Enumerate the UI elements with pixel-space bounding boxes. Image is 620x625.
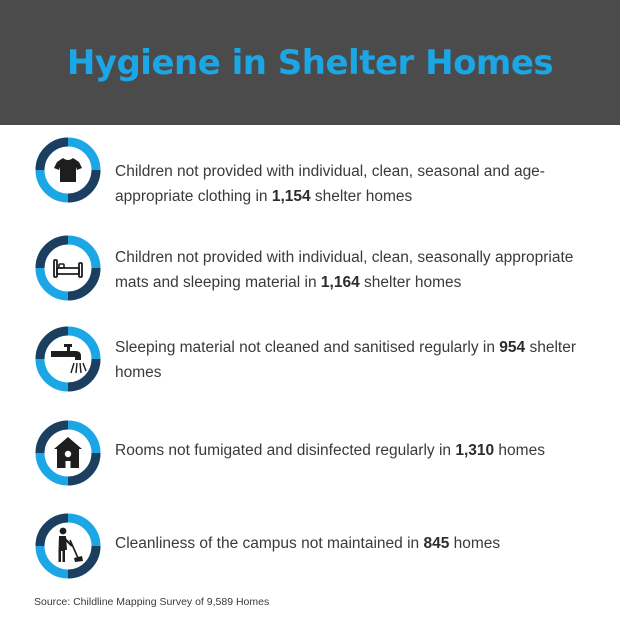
tshirt-icon — [34, 136, 102, 204]
list-item — [34, 325, 594, 395]
source-note: Source: Childline Mapping Survey of 9,589 Homes — [34, 596, 270, 608]
page-title: Hygiene in Shelter Homes — [66, 42, 554, 83]
stat-number: 845 — [423, 535, 450, 552]
stat-number: 1,310 — [455, 442, 495, 459]
item-text: Rooms not fumigated and disinfected regularly in 1,310 homes — [115, 442, 545, 459]
stat-number: 1,154 — [271, 188, 311, 205]
item-text: Children not provided with individual, clean, seasonal and age-appropriate clothing in 1,154 shelter homes — [115, 163, 545, 205]
stat-number: 954 — [499, 339, 526, 356]
list-item — [34, 136, 594, 206]
sweeper-icon — [34, 512, 102, 580]
item-text: Cleanliness of the campus not maintained in 845 homes — [115, 535, 501, 552]
tap-icon — [34, 325, 102, 393]
item-text: Children not provided with individual, clean, seasonally appropriate mats and sleeping material in 1,164 shelter homes — [115, 249, 574, 291]
house-icon — [34, 419, 102, 487]
list-item — [34, 419, 594, 489]
bed-icon — [34, 234, 102, 302]
stat-number: 1,164 — [320, 274, 360, 291]
header-banner — [0, 0, 620, 125]
list-item — [34, 512, 594, 582]
item-text: Sleeping material not cleaned and sanitised regularly in 954 shelter homes — [115, 339, 577, 381]
list-item — [34, 234, 594, 304]
